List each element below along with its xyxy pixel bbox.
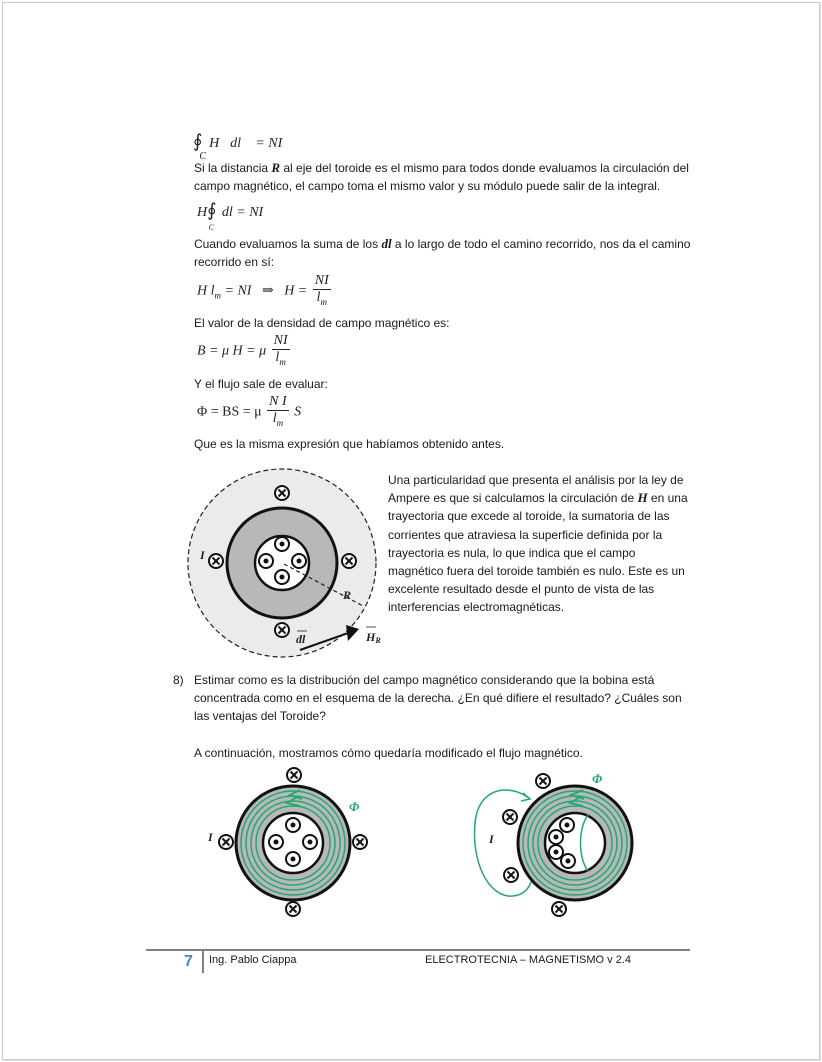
- paragraph-conclusion: [194, 435, 504, 453]
- text: Que es la misma expresión que habíamos obtenido antes.: [194, 437, 505, 451]
- current-in-icon: [287, 768, 301, 782]
- bold-variable: dl: [381, 236, 392, 251]
- fraction: [267, 394, 289, 431]
- footer-separator: [202, 951, 204, 973]
- text-line: corrientes que atraviesa la superficie definida por la: [388, 527, 663, 542]
- side-paragraph: [388, 471, 693, 617]
- subscript: m: [214, 290, 221, 301]
- text: A continuación, mostramos cómo quedaría modificado el flujo magnético.: [194, 746, 583, 760]
- text: Y el flujo sale de evaluar:: [194, 377, 328, 391]
- current-out-icon: [549, 830, 563, 844]
- equation-phi: [197, 394, 301, 431]
- hr-arrowhead: [346, 625, 359, 641]
- current-out-icon: [275, 537, 289, 551]
- denominator: [267, 411, 289, 431]
- numerator: NI: [273, 333, 288, 348]
- current-out-icon: [292, 554, 306, 568]
- paragraph-density: [194, 314, 450, 332]
- footer-rule: [146, 949, 690, 951]
- subscript: m: [320, 296, 327, 307]
- equation-ampere-integral: [193, 131, 283, 162]
- label-i: I: [208, 830, 213, 844]
- text: Ampere es que si calculamos la circulación de: [388, 491, 638, 506]
- current-in-icon: [275, 486, 289, 500]
- current-in-icon: [536, 774, 550, 788]
- paragraph-flux: [194, 375, 328, 393]
- current-in-icon: [503, 810, 517, 824]
- text: Cuando evaluamos la suma de los: [194, 237, 382, 251]
- label-r: R: [343, 588, 352, 602]
- label-i: I: [489, 832, 494, 846]
- numerator: N I: [269, 394, 287, 409]
- label-phi: Φ: [592, 771, 603, 786]
- text: = NI: [224, 283, 252, 299]
- text: l: [272, 411, 277, 426]
- text: al eje del toroide es el mismo para todos donde evaluamos la circulación del: [280, 161, 689, 175]
- fraction: [272, 333, 290, 370]
- integral-subscript: C: [208, 223, 214, 232]
- footer-author: Ing. Pablo Ciappa: [209, 954, 297, 966]
- equation-h-lm: [197, 273, 333, 310]
- denominator: [272, 350, 290, 370]
- dl-symbol: dl: [221, 205, 233, 220]
- toroid-diagram-ampere: [183, 463, 383, 653]
- label-phi: Φ: [349, 799, 360, 814]
- text-line: [388, 489, 693, 507]
- current-in-icon: [286, 902, 300, 916]
- implies-arrow: ⇒: [261, 283, 274, 299]
- current-in-icon: [552, 902, 566, 916]
- label-i: I: [200, 548, 205, 562]
- current-in-icon: [275, 623, 289, 637]
- equation-b: [197, 333, 292, 370]
- current-in-icon: [342, 554, 356, 568]
- fraction: [313, 273, 331, 310]
- label-hr: HR: [366, 630, 381, 645]
- current-out-icon: [303, 835, 317, 849]
- question-followup: [194, 744, 583, 762]
- text-line: trayectoria es nula, lo que indica que el campo: [388, 545, 636, 560]
- text-line: excelente resultado desde el punto de vista de las: [388, 582, 655, 597]
- contour-integral-symbol: ∮: [193, 131, 203, 151]
- footer-document-title: ELECTROTECNIA – MAGNETISMO v 2.4: [425, 954, 631, 966]
- text: S: [294, 404, 302, 420]
- subscript: m: [279, 356, 286, 367]
- text: Si la distancia: [194, 161, 272, 175]
- h-symbol: H: [197, 205, 208, 220]
- subscript: m: [276, 417, 284, 428]
- current-out-icon: [259, 554, 273, 568]
- equation-rhs: = NI: [255, 136, 283, 151]
- paragraph-distance: [194, 159, 689, 195]
- text: las ventajas del Toroide?: [194, 709, 326, 723]
- text: 8): [173, 673, 184, 687]
- question-number: [173, 671, 184, 689]
- bold-variable: H: [637, 490, 648, 506]
- numerator: NI: [314, 273, 329, 288]
- text: H =: [284, 283, 308, 299]
- text: Φ = BS = μ: [197, 404, 262, 420]
- text: concentrada como en el esquema de la derecha. ¿En qué difiere el resultado? ¿Cuáles son: [194, 691, 682, 705]
- current-in-icon: [504, 868, 518, 882]
- h-vector: H⃗: [209, 136, 231, 151]
- current-out-icon: [560, 818, 574, 832]
- equation-rhs: = NI: [236, 205, 264, 220]
- toroid-diagram-concentrated: [463, 763, 643, 923]
- current-out-icon: [269, 835, 283, 849]
- page-number: 7: [184, 953, 193, 970]
- current-in-icon: [219, 835, 233, 849]
- integral-subscript: C: [199, 151, 207, 162]
- paragraph-sum-dl: [194, 235, 690, 271]
- label-dl: dl: [296, 632, 306, 646]
- current-out-icon: [286, 852, 300, 866]
- text: a lo largo de todo el camino recorrido, nos da el camino: [391, 237, 691, 251]
- text-line: Una particularidad que presenta el análisis por la ley de: [388, 473, 684, 487]
- equation-h-integral: [197, 200, 264, 232]
- text-line: magnético fuera del toroide también es nulo. Este es un: [388, 564, 685, 579]
- text: B = μ H = μ: [197, 343, 267, 359]
- question-text: [194, 671, 682, 725]
- current-out-icon: [561, 854, 575, 868]
- text: l: [316, 290, 321, 305]
- text: El valor de la densidad de campo magnético es:: [194, 316, 450, 330]
- current-out-icon: [549, 845, 563, 859]
- text: H l: [197, 283, 215, 299]
- text: recorrido en sí:: [194, 255, 275, 269]
- text: l: [275, 350, 280, 365]
- bold-variable: R: [271, 160, 281, 175]
- current-out-icon: [275, 570, 289, 584]
- contour-integral-symbol: ∮: [207, 200, 217, 220]
- current-out-icon: [286, 818, 300, 832]
- denominator: [313, 290, 331, 310]
- text-line: interferencias electromagnéticas.: [388, 600, 565, 615]
- current-in-icon: [353, 835, 367, 849]
- text: campo magnético, el campo toma el mismo valor y su módulo puede salir de la integral.: [194, 179, 661, 193]
- toroid-diagram-distributed: [198, 763, 378, 923]
- text: Estimar como es la distribución del campo magnético considerando que la bobina está: [194, 673, 655, 687]
- dl-vector: dl⃗: [230, 136, 252, 151]
- current-in-icon: [209, 554, 223, 568]
- text: en una: [647, 491, 688, 506]
- document-page: [2, 2, 820, 1060]
- text-line: trayectoria que excede al toroide, la sumatoria de las: [388, 509, 670, 524]
